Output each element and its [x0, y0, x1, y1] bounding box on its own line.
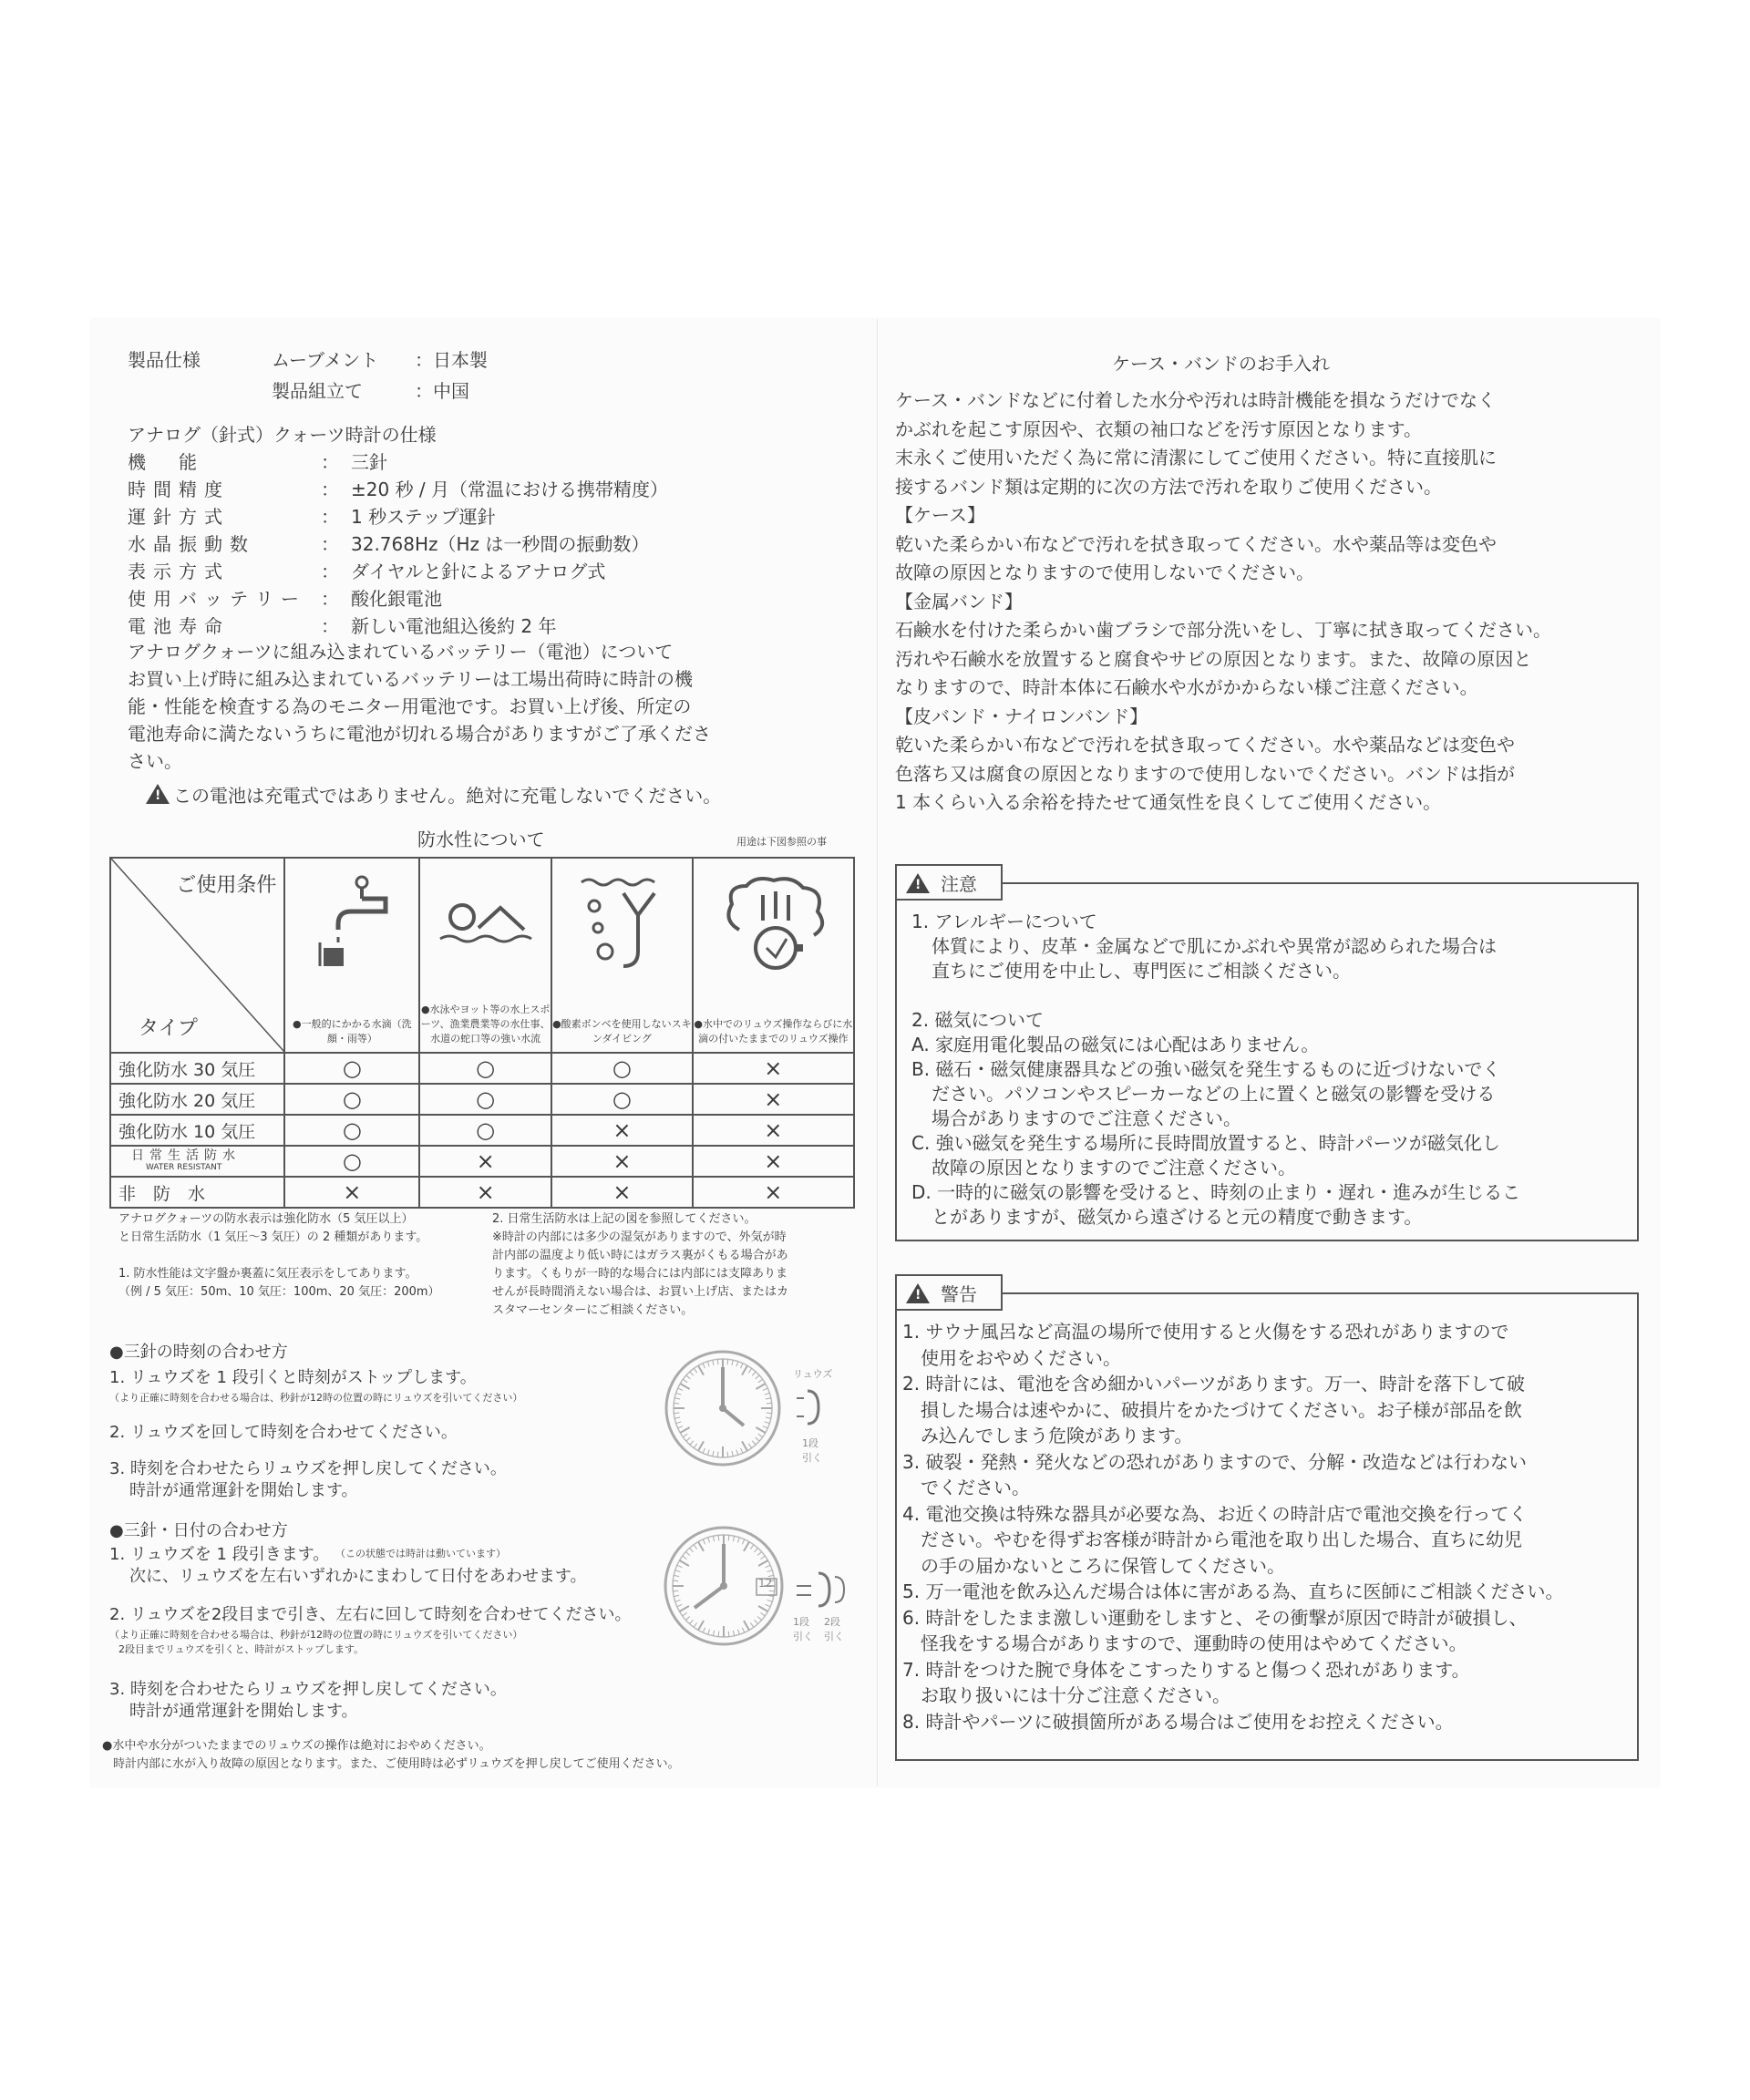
- battery-warning-text: この電池は充電式ではありません。絶対に充電しないでください。: [173, 785, 722, 807]
- condition-cell: [693, 858, 854, 1053]
- assembly-colon: ：: [415, 380, 433, 402]
- setting-date-note: （この状態では時計は動いています）: [335, 1548, 506, 1560]
- crown-label: リュウズ: [793, 1368, 833, 1380]
- rating-mark: ○: [612, 1086, 632, 1112]
- rating-mark: ○: [476, 1055, 496, 1081]
- condition-text: ●一般的にかかる水滴（洗顔・雨等）: [293, 1018, 412, 1045]
- battery-line: 電池寿命に満たないうちに電池が切れる場合がありますがご了承くださ: [128, 723, 711, 745]
- water-note-line: と日常生活防水（1 気圧～3 気圧）の 2 種類があります。: [118, 1230, 428, 1244]
- battery-line: さい。: [128, 750, 182, 772]
- rating-mark: ×: [764, 1148, 783, 1174]
- table-row: [110, 1146, 854, 1177]
- setting3-title: ●三針の時刻の合わせ方: [109, 1343, 288, 1362]
- pull2-label: 2段引く: [824, 1616, 844, 1642]
- setting-date-note: 2段目までリュウズを引くと、時計がストップします。: [118, 1643, 365, 1655]
- mark-cell: [419, 1146, 551, 1177]
- warning-line: 使用をおやめください。: [921, 1346, 1121, 1369]
- spec-row: [128, 585, 857, 612]
- spec-row: [128, 558, 857, 585]
- water-note-line: スタマーセンターにご相談ください。: [492, 1303, 694, 1317]
- care-line: 接するバンド類は定期的に次の方法で汚れを取りご使用ください。: [895, 475, 1442, 498]
- caution-line: 場合がありますのでご注意ください。: [932, 1107, 1241, 1129]
- warning-line: 4. 電池交換は特殊な器具が必要な為、お近くの時計店で電池交換を行ってく: [902, 1502, 1528, 1525]
- rating-mark: ○: [612, 1055, 632, 1081]
- rating-mark: ×: [612, 1117, 632, 1143]
- water-note-line: （例 / 5 気圧：50m、10 気圧：100m、20 気圧：200m）: [118, 1285, 440, 1299]
- condition-text: ●酸素ボンベを使用しないスキンダイビング: [552, 1018, 692, 1045]
- table-row: [110, 1053, 854, 1084]
- diver-icon: [578, 875, 669, 975]
- rating-mark: ×: [476, 1148, 495, 1174]
- rating-mark: ×: [764, 1117, 783, 1143]
- faucet-icon: [307, 875, 398, 966]
- mark-cell: [419, 1115, 551, 1146]
- warning-line: でください。: [921, 1477, 1030, 1498]
- warning-line: 5. 万一電池を飲み込んだ場合は体に害がある為、直ちに医師にご相談ください。: [902, 1580, 1564, 1602]
- spec-value: 酸化銀電池: [351, 588, 442, 610]
- setting3-note: （より正確に時刻を合わせる場合は、秒針が12時の位置の時にリュウズを引いてください）: [109, 1392, 523, 1404]
- setting-date-title: ●三針・日付の合わせ方: [109, 1521, 288, 1540]
- care-line: なりますので、時計本体に石鹸水や水がかからない様ご注意ください。: [895, 676, 1478, 698]
- spec-row: [128, 530, 857, 558]
- care-line: 【金属バンド】: [895, 590, 1023, 612]
- crown-icon-2: [793, 1568, 857, 1613]
- condition-cell: [284, 858, 419, 1053]
- care-line: 色落ち又は腐食の原因となりますので使用しないでください。バンドは指が: [895, 762, 1515, 785]
- clock-diagram-1: [664, 1349, 782, 1467]
- table-row: [110, 1084, 854, 1115]
- rating-mark: ×: [612, 1148, 632, 1174]
- spec-colon: ：: [321, 451, 339, 473]
- rating-mark: ○: [342, 1148, 362, 1174]
- swimmer-icon: [437, 895, 537, 950]
- spec-row: [128, 612, 857, 640]
- spec-colon: ：: [321, 588, 339, 610]
- warning-line: 6. 時計をしたまま激しい運動をしますと、その衝撃が原因で時計が破損し、: [902, 1606, 1528, 1629]
- spec-label: 機 能: [128, 451, 204, 473]
- spec-row: [128, 476, 857, 503]
- caution-tab: [895, 864, 1003, 901]
- movement-value: 日本製: [433, 349, 488, 371]
- rating-mark: ×: [764, 1055, 783, 1081]
- mark-cell: [419, 1053, 551, 1084]
- spec-value: 1 秒ステップ運針: [351, 506, 496, 528]
- fold-line: [877, 319, 878, 1786]
- spec-label: 水晶振動数: [128, 533, 255, 555]
- mark-cell: [551, 1053, 693, 1084]
- warning-triangle-icon: [906, 873, 930, 893]
- row-label-text: 強化防水 30 気圧: [118, 1059, 256, 1080]
- mark-cell: [693, 1053, 854, 1084]
- water-note-line: せんが長時間消えない場合は、お買い上げ店、またはカ: [492, 1285, 789, 1299]
- spec-colon: ：: [321, 615, 339, 637]
- caution-line: ださい。パソコンやスピーカーなどの上に置くと磁気の影響を受ける: [932, 1083, 1496, 1105]
- care-line: 故障の原因となりますので使用しないでください。: [895, 561, 1314, 583]
- caution-line: D. 一時的に磁気の影響を受けると、時刻の止まり・遅れ・進みが生じるこ: [911, 1181, 1521, 1203]
- movement-colon: ：: [415, 349, 433, 371]
- setting-date-step: 時計が通常運針を開始します。: [129, 1702, 358, 1721]
- mark-cell: [284, 1177, 419, 1208]
- row-label: [110, 1084, 284, 1115]
- battery-heading: アナログクォーツに組み込まれているバッテリー（電池）について: [128, 641, 674, 663]
- date-window: 12: [758, 1577, 773, 1590]
- mark-cell: [284, 1146, 419, 1177]
- setting3-step: 2. リュウズを回して時刻を合わせてください。: [109, 1423, 458, 1442]
- rating-mark: ○: [476, 1086, 496, 1112]
- spec-colon: ：: [321, 479, 339, 500]
- condition-cell: [419, 858, 551, 1053]
- care-line: 汚れや石鹸水を放置すると腐食やサビの原因となります。また、故障の原因と: [895, 647, 1532, 670]
- spec-label: 表示方式: [128, 561, 230, 582]
- warning-line: 2. 時計には、電池を含め細かいパーツがあります。万一、時計を落下して破: [902, 1373, 1526, 1395]
- spec-heading: 製品仕様: [128, 349, 201, 371]
- spec-value: 新しい電池組込後約 2 年: [351, 615, 557, 637]
- rating-mark: ×: [476, 1179, 495, 1205]
- rating-mark: ○: [342, 1117, 362, 1143]
- row-label: [110, 1115, 284, 1146]
- water-note-line: 2. 日常生活防水は上記の図を参照してください。: [492, 1212, 757, 1226]
- caution-line: B. 磁石・磁気健康器具などの強い磁気を発生するものに近づけないでく: [911, 1058, 1501, 1080]
- row-label: [110, 1146, 284, 1177]
- rating-mark: ×: [612, 1179, 632, 1205]
- spec-value: 三針: [351, 451, 387, 473]
- caution-line: 1. アレルギーについて: [911, 911, 1097, 932]
- spec-label: 使用バッテリー: [128, 588, 306, 610]
- header-condition: ご使用条件: [176, 874, 277, 897]
- mark-cell: [551, 1115, 693, 1146]
- setting-date-step: 1. リュウズを 1 段引きます。: [109, 1545, 330, 1564]
- care-line: 1 本くらい入る余裕を持たせて通気性を良くしてご使用ください。: [895, 791, 1442, 813]
- warning-line: 3. 破裂・発熱・発火などの恐れがありますので、分解・改造などは行わない: [902, 1450, 1528, 1473]
- table-row: [110, 1177, 854, 1208]
- warning-triangle-icon: [146, 784, 170, 804]
- mark-cell: [693, 1084, 854, 1115]
- row-label-text: 日常生活防水: [131, 1148, 241, 1163]
- analog-spec-title: アナログ（針式）クォーツ時計の仕様: [128, 424, 437, 446]
- footer-note: ●水中や水分がついたままでのリュウズの操作は絶対におやめください。: [102, 1739, 491, 1753]
- spec-colon: ：: [321, 533, 339, 555]
- warning-line: の手の届かないところに保管してください。: [921, 1554, 1285, 1577]
- caution-line: 2. 磁気について: [911, 1009, 1045, 1031]
- caution-line: とがありますが、磁気から遠ざけると元の精度で動きます。: [932, 1206, 1423, 1228]
- spec-value: ±20 秒 / 月（常温における携帯精度）: [351, 479, 669, 500]
- rating-mark: ×: [764, 1086, 783, 1112]
- spec-colon: ：: [321, 561, 339, 582]
- row-label-text: 強化防水 10 気圧: [118, 1121, 256, 1142]
- water-title: 防水性について: [417, 829, 545, 850]
- warning-tab: [895, 1274, 1003, 1311]
- spec-value: 32.768Hz（Hz は一秒間の振動数）: [351, 533, 650, 555]
- footer-note: 時計内部に水が入り故障の原因となります。また、ご使用時は必ずリュウズを押し戻してご使用ください。: [113, 1757, 680, 1771]
- condition-text: ●水泳やヨット等の水上スポーツ、漁業農業等の水仕事、水道の蛇口等の強い水流: [420, 1004, 551, 1045]
- rating-mark: ○: [342, 1086, 362, 1112]
- mark-cell: [284, 1084, 419, 1115]
- pull1-label: 1段引く: [793, 1616, 813, 1642]
- water-note-line: 1. 防水性能は文字盤か裏蓋に気圧表示をしてあります。: [118, 1267, 417, 1281]
- setting-date-step: 2. リュウズを2段目まで引き、左右に回して時刻を合わせてください。: [109, 1605, 632, 1624]
- warning-line: お取り扱いには十分ご注意ください。: [921, 1684, 1230, 1706]
- care-line: 石鹸水を付けた柔らかい歯ブラシで部分洗いをし、丁寧に拭き取ってください。: [895, 619, 1551, 641]
- spec-row: [128, 503, 857, 530]
- mark-cell: [693, 1115, 854, 1146]
- mark-cell: [693, 1177, 854, 1208]
- mark-cell: [284, 1053, 419, 1084]
- care-line: 【ケース】: [895, 504, 985, 526]
- assembly-label: 製品組立て: [272, 380, 363, 402]
- caution-line: 直ちにご使用を中止し、専門医にご相談ください。: [932, 960, 1351, 982]
- warning-triangle-icon: [906, 1283, 930, 1303]
- setting3-step: 時計が通常運針を開始します。: [129, 1481, 358, 1500]
- row-label-text: 非 防 水: [118, 1183, 206, 1204]
- spec-label: 時間精度: [128, 479, 230, 500]
- water-note-line: アナログクォーツの防水表示は強化防水（5 気圧以上）: [118, 1212, 414, 1226]
- setting-date-step: 3. 時刻を合わせたらリュウズを押し戻してください。: [109, 1680, 507, 1699]
- mark-cell: [551, 1146, 693, 1177]
- care-line: ケース・バンドなどに付着した水分や汚れは時計機能を損なうだけでなく: [895, 389, 1496, 411]
- assembly-value: 中国: [433, 380, 469, 402]
- rating-mark: ○: [476, 1117, 496, 1143]
- warning-label: 警告: [941, 1283, 977, 1305]
- header-type: タイプ: [139, 1017, 198, 1040]
- underwater-watch-icon: [719, 875, 832, 975]
- care-line: 乾いた柔らかい布などで汚れを拭き取ってください。水や薬品などは変色や: [895, 734, 1515, 756]
- water-note-line: ※時計の内部には多少の湿気がありますので、外気が時: [492, 1230, 787, 1244]
- crown-icon: [791, 1385, 837, 1431]
- caution-line: 体質により、皮革・金属などで肌にかぶれや異常が認められた場合は: [932, 935, 1497, 957]
- mark-cell: [693, 1146, 854, 1177]
- warning-line: 7. 時計をつけた腕で身体をこすったりすると傷つく恐れがあります。: [902, 1658, 1470, 1681]
- caution-line: C. 強い磁気を発生する場所に長時間放置すると、時計パーツが磁気化し: [911, 1132, 1500, 1154]
- care-line: かぶれを起こす原因や、衣類の袖口などを汚す原因となります。: [895, 417, 1422, 440]
- warning-line: み込んでしまう危険があります。: [921, 1425, 1193, 1446]
- row-label-text: 強化防水 20 気圧: [118, 1090, 256, 1111]
- spec-value: ダイヤルと針によるアナログ式: [351, 561, 606, 582]
- rating-mark: ○: [342, 1055, 362, 1081]
- row-label: [110, 1053, 284, 1084]
- rating-mark: ×: [343, 1179, 362, 1205]
- movement-label: ムーブメント: [272, 349, 379, 371]
- condition-text: ●水中でのリュウズ操作ならびに水滴の付いたままでのリュウズ操作: [694, 1018, 853, 1045]
- caution-line: A. 家庭用電化製品の磁気には心配はありません。: [911, 1034, 1320, 1055]
- spec-label: 運針方式: [128, 506, 230, 528]
- care-line: 乾いた柔らかい布などで汚れを拭き取ってください。水や薬品等は変色や: [895, 532, 1497, 555]
- water-resistance-table: [109, 857, 855, 1209]
- battery-line: お買い上げ時に組み込まれているバッテリーは工場出荷時に時計の機: [128, 668, 693, 690]
- caution-line: 故障の原因となりますのでご注意ください。: [932, 1157, 1296, 1179]
- mark-cell: [419, 1177, 551, 1208]
- rating-mark: ×: [764, 1179, 783, 1205]
- warning-line: 損した場合は速やかに、破損片をかたづけてください。お子様が部品を飲: [921, 1398, 1522, 1421]
- setting-date-step: 次に、リュウズを左右いずれかにまわして日付をあわせます。: [129, 1567, 587, 1586]
- battery-line: 能・性能を検査する為のモニター用電池です。お買い上げ後、所定の: [128, 695, 692, 717]
- mark-cell: [284, 1115, 419, 1146]
- warning-line: 1. サウナ風呂など高温の場所で使用すると火傷をする恐れがありますので: [902, 1321, 1509, 1343]
- care-line: 末永くご使用いただく為に常に清潔にしてご使用ください。特に直接肌に: [895, 447, 1497, 468]
- mark-cell: [551, 1084, 693, 1115]
- warning-line: ださい。やむを得ずお客様が時計から電池を取り出した場合、直ちに幼児: [921, 1529, 1522, 1550]
- caution-label: 注意: [941, 873, 977, 895]
- water-note-right: 用途は下図参照の事: [736, 836, 827, 848]
- row-sublabel: WATER RESISTANT: [146, 1163, 222, 1172]
- spec-row: [128, 448, 857, 476]
- battery-warning: [146, 782, 721, 809]
- condition-cell: [551, 858, 693, 1053]
- warning-line: 8. 時計やパーツに破損箇所がある場合はご使用をお控えください。: [902, 1710, 1454, 1733]
- water-note-line: 計内部の温度より低い時にはガラス裏がくもる場合があ: [492, 1249, 788, 1262]
- table-corner-cell: [110, 858, 284, 1053]
- pull-label: 1段引く: [802, 1437, 822, 1464]
- care-title: ケース・バンドのお手入れ: [1112, 353, 1330, 375]
- spec-label: 電池寿命: [128, 615, 230, 637]
- row-label: [110, 1177, 284, 1208]
- warning-line: 怪我をする場合がありますので、運動時の使用はやめてください。: [921, 1632, 1467, 1654]
- setting3-step: 3. 時刻を合わせたらリュウズを押し戻してください。: [109, 1459, 507, 1478]
- care-line: 【皮バンド・ナイロンバンド】: [895, 705, 1148, 727]
- setting3-step: 1. リュウズを 1 段引くと時刻がストップします。: [109, 1368, 477, 1387]
- mark-cell: [419, 1084, 551, 1115]
- setting-date-note: （より正確に時刻を合わせる場合は、秒針が12時の位置の時にリュウズを引いてください）: [109, 1629, 523, 1641]
- mark-cell: [551, 1177, 693, 1208]
- water-note-line: ります。くもりが一時的な場合には内部には支障ありま: [492, 1267, 788, 1281]
- table-row: [110, 1115, 854, 1146]
- spec-colon: ：: [321, 506, 339, 528]
